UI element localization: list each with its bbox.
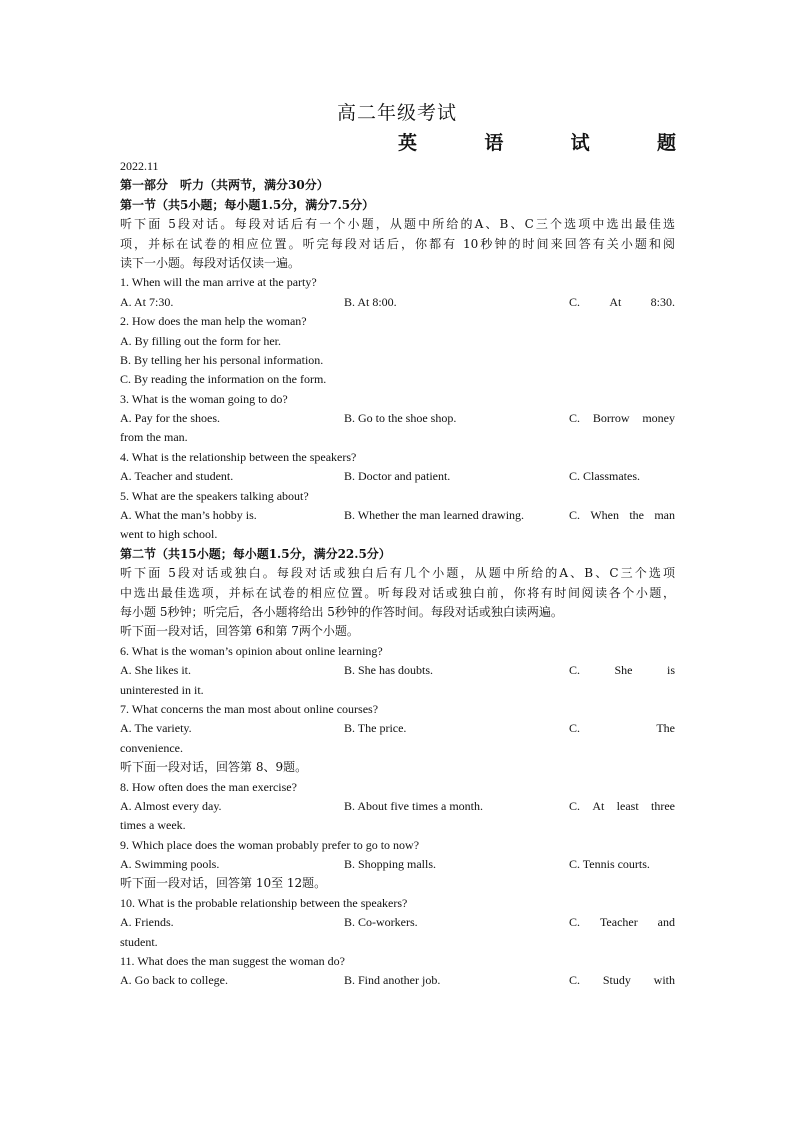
option-b: B. By telling her his personal information. xyxy=(120,352,324,367)
option-a: A. The variety. xyxy=(120,721,192,736)
exam-body xyxy=(120,157,675,991)
subtitle-char: 语 xyxy=(484,132,504,154)
question-stem: 4. What is the relationship between the speakers? xyxy=(120,449,357,464)
question-options xyxy=(120,293,675,312)
option-b: B. About five times a month. xyxy=(344,798,483,813)
option-word: man xyxy=(654,508,675,523)
question-stem: 11. What does the man suggest the woman do? xyxy=(120,954,345,969)
question-stem: 9. Which place does the woman probably prefer to go to now? xyxy=(120,837,420,852)
subtitle-char: 题 xyxy=(656,132,676,154)
option-word: C. xyxy=(569,508,581,523)
instruction-line: 听下面 5段对话。每段对话后有一个小题，从题中所给的A、B、C三个选项中选出最佳选 xyxy=(120,217,675,232)
instruction-line: 听下面 5段对话或独白。每段对话或独白后有几个小题，从题中所给的A、B、C三个选项 xyxy=(120,566,675,581)
option-word: C. xyxy=(569,915,581,930)
option-word: C. xyxy=(569,798,581,813)
question-options xyxy=(120,797,675,816)
option-c: C. By reading the information on the form. xyxy=(120,372,327,387)
option-c-continued: uninterested in it. xyxy=(120,682,204,697)
question-options xyxy=(120,467,675,486)
option-word: Study xyxy=(602,973,631,988)
option-b: B. Whether the man learned drawing. xyxy=(344,508,525,523)
section1-instructions xyxy=(120,215,675,273)
option-c-continued: from the man. xyxy=(120,430,188,445)
option-word: C. xyxy=(569,294,581,309)
option-a: A. At 7:30. xyxy=(120,294,174,309)
question-options xyxy=(120,661,675,680)
question-stem: 5. What are the speakers talking about? xyxy=(120,488,309,503)
question-stem: 1. When will the man arrive at the party? xyxy=(120,275,317,290)
question-stem: 2. How does the man help the woman? xyxy=(120,314,307,329)
subtitle-char: 试 xyxy=(570,132,590,154)
dialogue-lead: 听下面一段对话，回答第 10至 12题。 xyxy=(120,876,327,891)
option-a: A. Pay for the shoes. xyxy=(120,411,220,426)
option-b: B. Co-workers. xyxy=(344,915,418,930)
section2-heading: 第二节（共15小题；每小题1.5分，满分22.5分） xyxy=(120,546,391,561)
instruction-line: 中选出最佳选项，并标在试卷的相应位置。听每段对话或独白前，你将有时间阅读各个小题， xyxy=(120,585,675,600)
option-word: When xyxy=(590,508,619,523)
option-word: She xyxy=(614,663,633,678)
option-word: At xyxy=(592,798,605,813)
option-word: C. xyxy=(569,973,581,988)
option-word: 8:30. xyxy=(650,294,675,309)
instruction-line: 读下一小题。每段对话仅读一遍。 xyxy=(120,255,301,270)
option-c xyxy=(569,797,675,816)
question-options xyxy=(120,971,675,990)
option-b: B. Doctor and patient. xyxy=(344,469,451,484)
question-options xyxy=(120,719,675,738)
dialogue-lead: 听下面一段对话，回答第 8、9题。 xyxy=(120,760,308,775)
option-word: is xyxy=(666,663,675,678)
option-b: B. Shopping malls. xyxy=(344,857,437,872)
option-c-continued: went to high school. xyxy=(120,527,218,542)
part-heading: 第一部分 听力（共两节，满分30分） xyxy=(120,178,329,193)
option-c: C. Tennis courts. xyxy=(569,857,650,872)
option-word: three xyxy=(651,798,675,813)
option-c-continued: student. xyxy=(120,934,158,949)
option-a: A. Teacher and student. xyxy=(120,469,234,484)
question-options xyxy=(120,409,675,428)
instruction-line: 项，并标在试卷的相应位置。听完每段对话后，你都有 10秒钟的时间来回答有关小题和阅 xyxy=(120,236,675,251)
option-word: The xyxy=(656,721,675,736)
exam-date: 2022.11 xyxy=(120,159,159,173)
option-a: A. Go back to college. xyxy=(120,973,228,988)
option-c xyxy=(569,506,675,525)
option-b: B. Find another job. xyxy=(344,973,441,988)
instruction-line: 每小题 5秒钟；听完后，各小题将给出 5秒钟的作答时间。每段对话或独白读两遍。 xyxy=(120,604,563,619)
option-word: Teacher xyxy=(599,915,638,930)
option-c-continued: times a week. xyxy=(120,818,186,833)
question-stem: 6. What is the woman’s opinion about online learning? xyxy=(120,643,383,658)
option-c xyxy=(569,719,675,738)
question-stem: 8. How often does the man exercise? xyxy=(120,779,297,794)
question-options xyxy=(120,913,675,932)
question-stem: 10. What is the probable relationship between the speakers? xyxy=(120,895,408,910)
option-word: Borrow xyxy=(592,411,630,426)
option-c xyxy=(569,661,675,680)
exam-subtitle xyxy=(398,128,676,155)
section2-instructions xyxy=(120,564,675,622)
exam-title: 高二年级考试 xyxy=(336,102,457,124)
question-stem: 3. What is the woman going to do? xyxy=(120,391,288,406)
option-c xyxy=(569,293,675,312)
option-word: least xyxy=(616,798,639,813)
section1-heading: 第一节（共5小题；每小题1.5分，满分7.5分） xyxy=(120,197,375,212)
question-stem: 7. What concerns the man most about online courses? xyxy=(120,701,379,716)
question-options xyxy=(120,855,675,874)
option-word: C. xyxy=(569,411,581,426)
option-a: A. She likes it. xyxy=(120,663,191,678)
option-b: B. The price. xyxy=(344,721,407,736)
question-options xyxy=(120,506,675,525)
option-c: C. Classmates. xyxy=(569,469,640,484)
option-c xyxy=(569,913,675,932)
option-a: A. Friends. xyxy=(120,915,174,930)
option-word: the xyxy=(629,508,644,523)
option-c xyxy=(569,409,675,428)
option-a: A. Swimming pools. xyxy=(120,857,220,872)
subtitle-char: 英 xyxy=(398,132,418,154)
option-b: B. Go to the shoe shop. xyxy=(344,411,457,426)
option-b: B. She has doubts. xyxy=(344,663,434,678)
option-word: and xyxy=(657,915,675,930)
option-word: with xyxy=(653,973,675,988)
option-c-continued: convenience. xyxy=(120,740,183,755)
option-a: A. What the man’s hobby is. xyxy=(120,508,257,523)
option-b: B. At 8:00. xyxy=(344,294,397,309)
option-word: At xyxy=(609,294,622,309)
option-c xyxy=(569,971,675,990)
option-word: C. xyxy=(569,721,581,736)
dialogue-lead: 听下面一段对话，回答第 6和第 7两个小题。 xyxy=(120,624,359,639)
option-a: A. Almost every day. xyxy=(120,798,222,813)
option-a: A. By filling out the form for her. xyxy=(120,333,281,348)
option-word: money xyxy=(642,411,675,426)
option-word: C. xyxy=(569,663,581,678)
